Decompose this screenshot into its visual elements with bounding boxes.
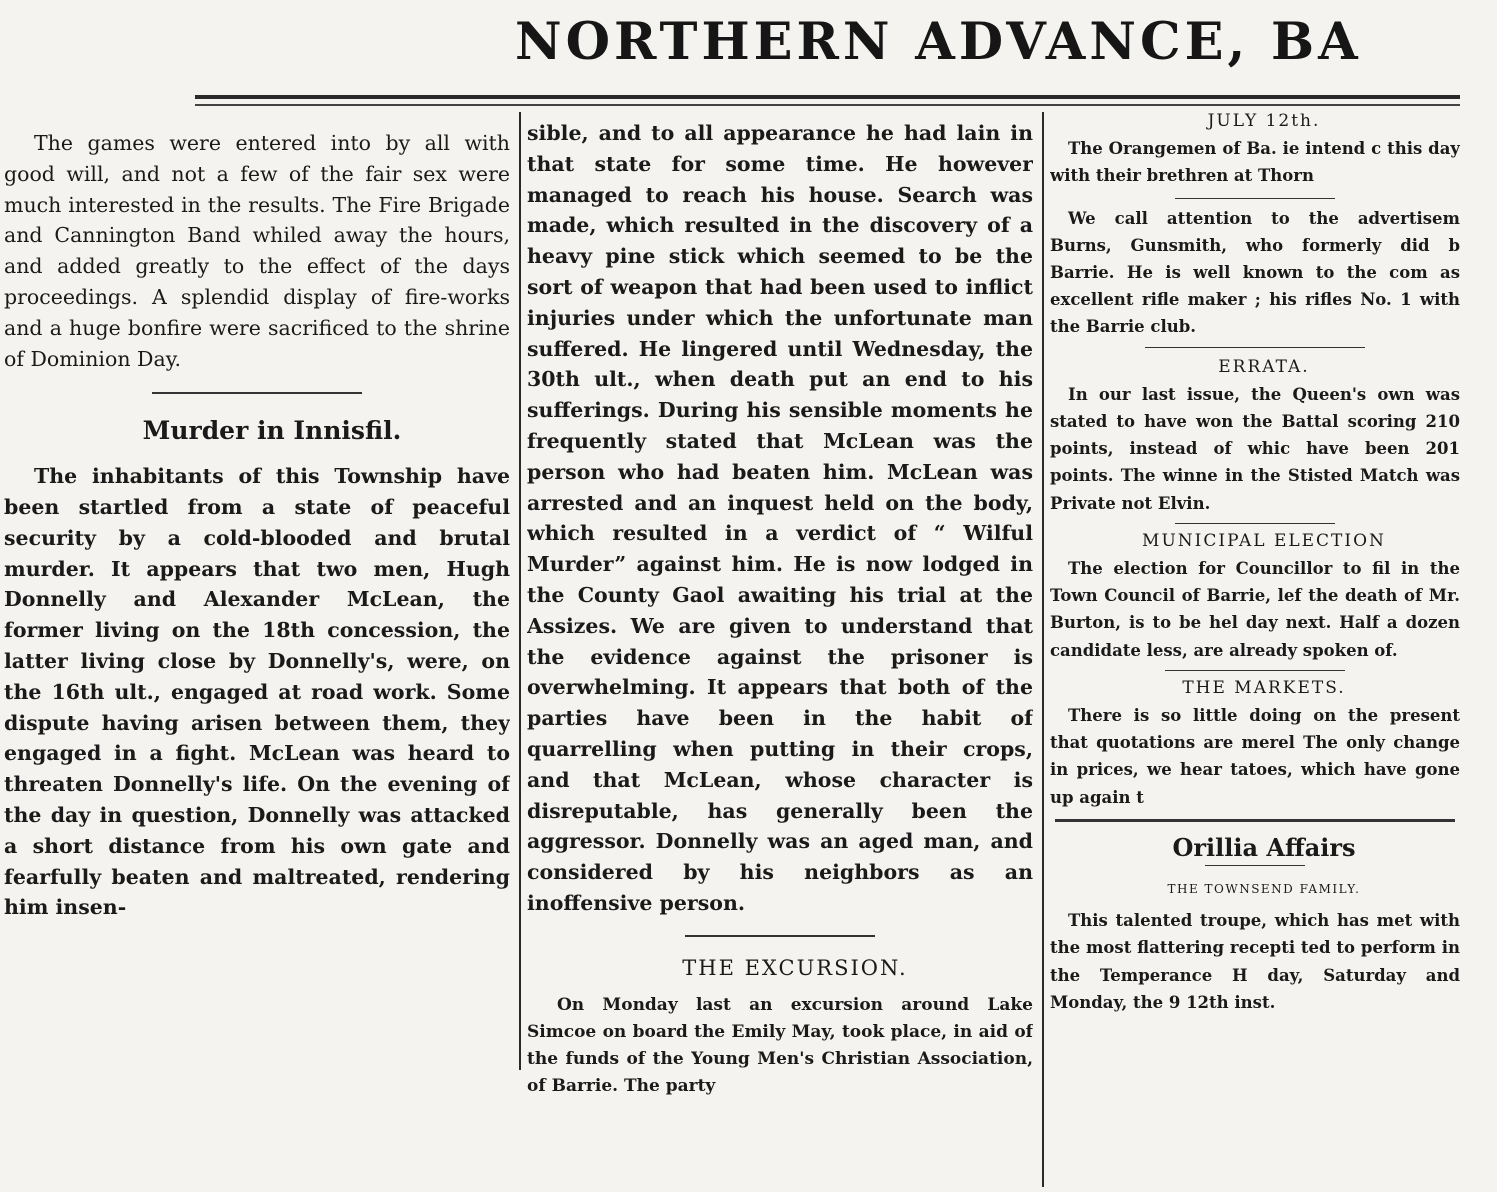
- orillia-paragraph: This talented troupe, which has met with the most flattering recepti ted to perform in the Temperance H day, Saturday and Monday, the 9 12th inst.: [1050, 911, 1460, 1012]
- section-separator: [1145, 347, 1365, 348]
- column-rule-left: [519, 112, 521, 1070]
- section-separator: [685, 935, 875, 937]
- section-separator-double: [1055, 819, 1455, 822]
- murder-article-continued: sible, and to all appearance he had lain in that state for some time. He however managed to reach his house. Search was made, which resulted in the discovery of a heavy pine stick which seemed to be the sort of weapon that had been used to inflict injuries under which the unfortunate man suffered. He lingered until Wednesday, the 30th ult., when death put an end to his sufferings. During his sensible moments he frequently stated that McLean was the person who had beaten him. McLean was arrested and an inquest held on the body, which resulted in a verdict of “ Wilful Murder” against him. He is now lodged in the County Gaol awaiting his trial at the Assizes. We are given to understand that the evidence against the prisoner is overwhelming. It appears that both of the parties have been in the habit of quarrelling when putting in their crops, and that McLean, whose character is disreputable, has generally been the aggressor. Donnelly was an aged man, and considered by his neighbors as an inoffensive person.: [527, 121, 1033, 915]
- municipal-election-heading: MUNICIPAL ELECTION: [1142, 530, 1386, 551]
- column-3: [1050, 108, 1460, 1192]
- murder-article-paragraph: The inhabitants of this Township have been startled from a state of peaceful security by a cold-blooded and brutal murder. It appears that two men, Hugh Donnelly and Alexander McLean, the former living on the 18th concession, the latter living close by Donnelly's, were, on the 16th ult., engaged at road work. Some dispute having arisen between them, they engaged in a fight. McLean was heard to threaten Donnelly's life. On the evening of the day in question, Donnelly was attacked a short distance from his own gate and fearfully beaten and maltreated, rendering him insen-: [4, 464, 510, 920]
- masthead-title: NORTHERN ADVANCE, BA: [515, 12, 1362, 72]
- july-paragraph: The Orangemen of Ba. ie intend c this day with their brethren at Thorn: [1050, 139, 1460, 186]
- column-1: [4, 128, 510, 1078]
- column-2: [527, 118, 1033, 1188]
- orillia-affairs-headline: Orillia Affairs: [1172, 832, 1356, 862]
- errata-heading: ERRATA.: [1218, 356, 1310, 377]
- article-games-paragraph: The games were entered into by all with good will, and not a few of the fair sex were much interested in the results. The Fire Brigade and Cannington Band whiled away the hours, and added greatly to the effect of the days proceedings. A splendid display of fire-works and a huge bonfire were sacrificed to the shrine of Dominion Day.: [4, 131, 510, 371]
- section-separator: [1175, 523, 1335, 524]
- july-heading: JULY 12th.: [1207, 111, 1321, 131]
- section-separator: [1205, 865, 1305, 866]
- murder-headline: Murder in Innisfil.: [142, 416, 402, 446]
- markets-heading: THE MARKETS.: [1182, 677, 1346, 698]
- masthead-rule-thin: [195, 104, 1460, 106]
- gunsmith-paragraph: We call attention to the advertisem Burns, Gunsmith, who formerly did b Barrie. He is well known to the com as excellent rifle maker ; his rifles No. 1 with the Barrie club.: [1050, 208, 1460, 337]
- townsend-family-subheading: THE TOWNSEND FAMILY.: [1167, 882, 1361, 897]
- markets-paragraph: There is so little doing on the present that quotations are merel The only change in prices, we hear tatoes, which have gone up again t: [1050, 706, 1460, 807]
- errata-paragraph: In our last issue, the Queen's own was stated to have won the Battal scoring 210 points, instead of whic have been 201 points. The winne in the Stisted Match was Private not Elvin.: [1050, 384, 1460, 513]
- municipal-election-paragraph: The election for Councillor to fil in the Town Council of Barrie, lef the death of Mr. Burton, is to be hel day next. Half a dozen candidate less, are already spoken of.: [1050, 559, 1460, 660]
- section-separator: [152, 392, 362, 394]
- section-separator: [1175, 198, 1335, 199]
- section-separator: [1165, 670, 1345, 671]
- masthead-rule: [195, 95, 1460, 99]
- column-rule-right: [1042, 112, 1044, 1187]
- excursion-article-paragraph: On Monday last an excursion around Lake Simcoe on board the Emily May, took place, in aid of the funds of the Young Men's Christian Association, of Barrie. The party: [527, 994, 1033, 1096]
- excursion-headline: THE EXCURSION.: [682, 955, 908, 980]
